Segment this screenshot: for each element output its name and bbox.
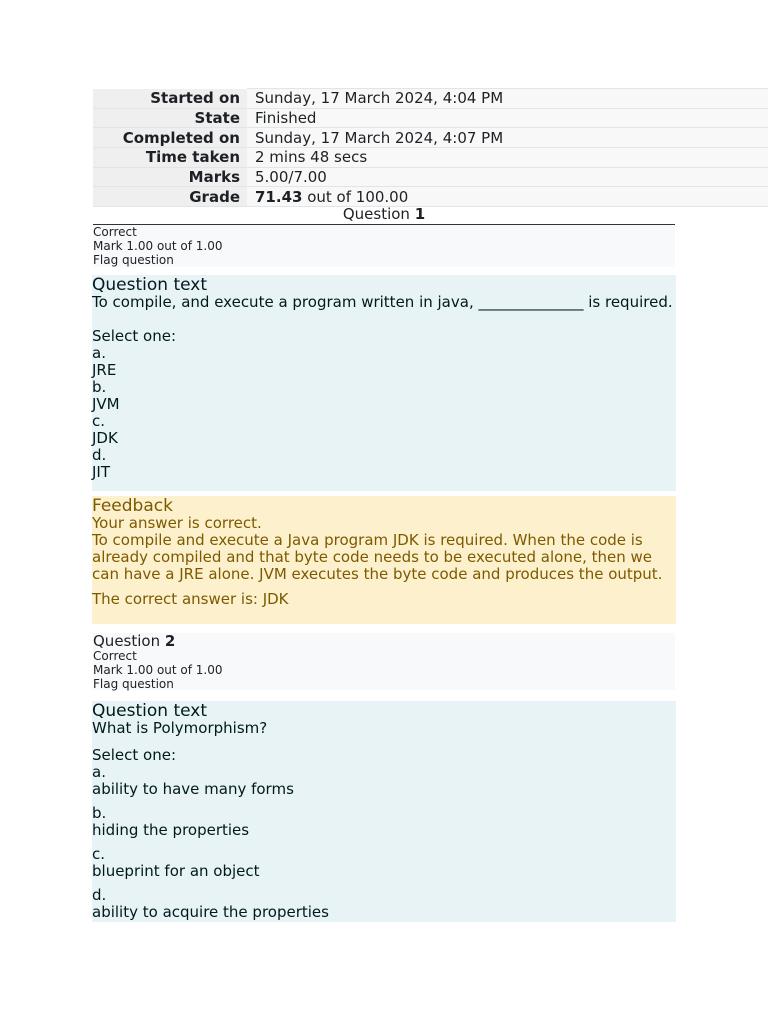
feedback-result: Your answer is correct. <box>92 514 262 532</box>
started-value: Sunday, 17 March 2024, 4:04 PM <box>247 89 768 109</box>
summary-row-grade <box>93 187 768 207</box>
question-1-title <box>93 205 675 225</box>
feedback-explanation: To compile and execute a Java program JDK is required. When the code is already compiled and that byte code needs to be executed alone, then we can have a JRE alone. JVM executes the byte code and produces the output. <box>92 531 663 583</box>
question-1-text: To compile, and execute a program written in java, ______________ is required. <box>92 293 673 311</box>
option-text: hiding the properties <box>92 821 250 839</box>
question-1-option-d[interactable] <box>92 447 676 481</box>
summary-row-started <box>93 89 768 109</box>
question-2-option-a[interactable] <box>92 764 676 798</box>
grade-suffix: out of 100.00 <box>302 187 409 206</box>
question-1-text-heading: Question text <box>92 275 207 295</box>
option-letter: a. <box>92 344 106 362</box>
option-text: JDK <box>92 429 118 447</box>
state-label: State <box>93 108 247 128</box>
attempt-summary-table <box>93 88 768 207</box>
question-2-text-heading: Question text <box>92 701 207 721</box>
option-text: blueprint for an object <box>92 862 260 880</box>
summary-row-marks <box>93 167 768 187</box>
question-2-option-c[interactable] <box>92 846 676 880</box>
question-1-status: Correct <box>93 225 137 239</box>
question-1-info <box>93 225 675 267</box>
option-text: ability to have many forms <box>92 780 294 798</box>
option-text: JIT <box>92 463 111 481</box>
question-1-flag-link[interactable]: Flag question <box>93 253 174 267</box>
question-2-number: 2 <box>164 632 176 650</box>
summary-row-completed <box>93 128 768 148</box>
marks-value: 5.00/7.00 <box>247 167 768 187</box>
feedback-heading: Feedback <box>92 496 173 516</box>
question-2-info <box>93 633 675 690</box>
completed-value: Sunday, 17 March 2024, 4:07 PM <box>247 128 768 148</box>
option-text: ability to acquire the properties <box>92 903 329 921</box>
time-label: Time taken <box>93 148 247 168</box>
option-text: JVM <box>92 395 120 413</box>
option-letter: c. <box>92 845 106 863</box>
option-letter: a. <box>92 763 106 781</box>
question-1-select-prompt: Select one: <box>92 327 177 345</box>
question-2-text: What is Polymorphism? <box>92 719 268 737</box>
started-label: Started on <box>93 89 247 109</box>
question-1-mark: Mark 1.00 out of 1.00 <box>93 239 223 253</box>
question-2-select-prompt: Select one: <box>92 746 177 764</box>
question-1-feedback <box>92 496 676 624</box>
grade-value: 71.43 <box>255 187 303 206</box>
question-2-status: Correct <box>93 649 137 663</box>
marks-label: Marks <box>93 167 247 187</box>
option-letter: b. <box>92 378 107 396</box>
summary-row-state <box>93 108 768 128</box>
question-1-option-b[interactable] <box>92 379 676 413</box>
grade-label: Grade <box>93 187 247 207</box>
question-2-option-d[interactable] <box>92 887 676 921</box>
question-2-option-b[interactable] <box>92 805 676 839</box>
question-2-flag-link[interactable]: Flag question <box>93 677 174 691</box>
option-letter: c. <box>92 412 106 430</box>
option-letter: d. <box>92 446 107 464</box>
time-value: 2 mins 48 secs <box>247 148 768 168</box>
completed-label: Completed on <box>93 128 247 148</box>
question-1-text-block <box>92 275 676 491</box>
question-2-mark: Mark 1.00 out of 1.00 <box>93 663 223 677</box>
question-1-option-c[interactable] <box>92 413 676 447</box>
option-text: JRE <box>92 361 117 379</box>
state-value: Finished <box>247 108 768 128</box>
grade-value-cell <box>247 187 768 207</box>
question-2-label: Question <box>93 632 165 650</box>
option-letter: d. <box>92 886 107 904</box>
question-1-label: Question <box>342 205 415 223</box>
question-1-option-a[interactable] <box>92 345 676 379</box>
question-2-text-block <box>92 701 676 922</box>
question-2-title <box>93 633 675 649</box>
question-1-number: 1 <box>414 205 426 223</box>
summary-row-time <box>93 148 768 168</box>
correct-answer: The correct answer is: JDK <box>92 590 289 608</box>
option-letter: b. <box>92 804 107 822</box>
